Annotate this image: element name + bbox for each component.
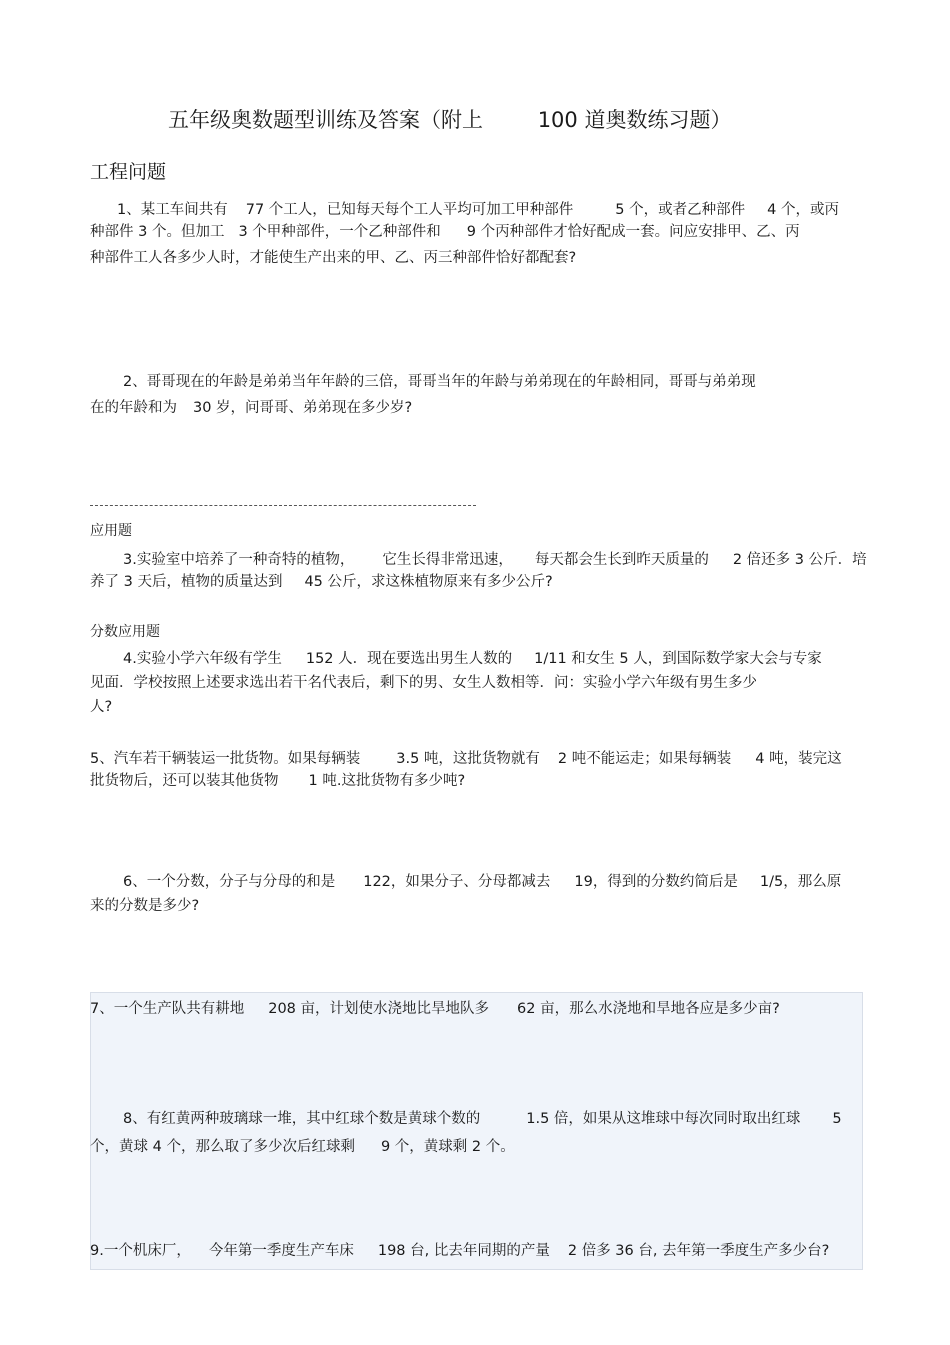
q6-text: 19，得到的分数约简后是: [574, 874, 738, 890]
q3-line-1: [123, 548, 867, 569]
q3-text: 每天都会生长到昨天质量的: [534, 552, 709, 568]
q1-text: 种部件 3 个。但加工: [90, 224, 225, 240]
q7-text: 208 亩，计划使水浇地比旱地队多: [268, 1001, 490, 1017]
q9-text: 9.一个机床厂，: [90, 1243, 191, 1259]
q6-line-1: [123, 870, 841, 891]
q4-text: 4.实验小学六年级有学生: [123, 651, 282, 667]
q7-line-1: [90, 997, 780, 1018]
q9-text: 今年第一季度生产车床: [208, 1243, 354, 1259]
q4-line-1: [123, 647, 822, 668]
title-part-2: 100 道奥数练习题）: [537, 108, 732, 132]
q6-text: 1/5，那么原: [759, 874, 842, 890]
q6-text: 6、一个分数，分子与分母的和是: [123, 874, 336, 890]
q2-line-1: 2、哥哥现在的年龄是弟弟当年年龄的三倍，哥哥当年的年龄与弟弟现在的年龄相同，哥哥与弟弟现: [123, 374, 756, 390]
q8-text: 1.5 倍，如果从这堆球中每次同时取出红球: [526, 1111, 801, 1127]
q5-text: 批货物后，还可以装其他货物: [90, 773, 279, 789]
q9-line-1: [90, 1239, 829, 1260]
q1-text: 77 个工人，已知每天每个工人平均可加工甲种部件: [245, 202, 574, 218]
q8-line-1: [123, 1107, 842, 1128]
q5-text: 3.5 吨，这批货物就有: [396, 751, 540, 767]
q3-text: 45 公斤，求这株植物原来有多少公斤?: [304, 574, 553, 590]
q3-text: 3.实验室中培养了一种奇特的植物，: [123, 552, 355, 568]
q1-text: 3 个甲种部件，一个乙种部件和: [238, 224, 441, 240]
q5-text: 2 吨不能运走；如果每辆装: [557, 751, 732, 767]
highlighted-region: [90, 992, 863, 1270]
q5-text: 4 吨，装完这: [755, 751, 842, 767]
q7-text: 62 亩，那么水浇地和旱地各应是多少亩?: [517, 1001, 780, 1017]
q9-text: 2 倍多 36 台, 去年第一季度生产多少台?: [567, 1243, 830, 1259]
section-heading-fraction: 分数应用题: [90, 624, 160, 640]
q5-line-1: [90, 747, 842, 768]
q8-text: 8、有红黄两种玻璃球一堆，其中红球个数是黄球个数的: [123, 1111, 481, 1127]
q2-text: 在的年龄和为: [90, 400, 177, 416]
q4-line-3: 人?: [90, 699, 113, 715]
q3-text: 它生长得非常迅速，: [382, 552, 513, 568]
q6-text: 122，如果分子、分母都减去: [363, 874, 551, 890]
q4-text: 152 人．现在要选出男生人数的: [305, 651, 513, 667]
q8-text: 5: [832, 1111, 842, 1127]
section-heading-application: 应用题: [90, 523, 132, 539]
q1-line-1: [117, 198, 839, 219]
q5-line-2: [90, 769, 465, 790]
q1-text: 4 个，或丙: [767, 202, 839, 218]
q4-text: 1/11 和女生 5 人，到国际数学家大会与专家: [534, 651, 822, 667]
q8-text: 9 个，黄球剩 2 个。: [380, 1139, 515, 1155]
q4-line-2: 见面．学校按照上述要求选出若干名代表后，剩下的男、女生人数相等．问：实验小学六年级有男生多少: [90, 675, 757, 691]
q2-line-2: [90, 396, 412, 417]
q6-line-2: 来的分数是多少?: [90, 898, 200, 914]
q1-text: 1、某工车间共有: [117, 202, 228, 218]
page-title: [168, 104, 731, 134]
q3-line-2: [90, 570, 553, 591]
q1-text: 5 个，或者乙种部件: [615, 202, 746, 218]
section-divider: [90, 505, 476, 506]
title-part-1: 五年级奥数题型训练及答案（附上: [168, 108, 483, 132]
q3-text: 2 倍还多 3 公斤．培: [732, 552, 867, 568]
q7-text: 7、一个生产队共有耕地: [90, 1001, 245, 1017]
q9-text: 198 台, 比去年同期的产量: [377, 1243, 550, 1259]
q8-text: 个，黄球 4 个，那么取了多少次后红球剩: [90, 1139, 355, 1155]
q8-line-2: [90, 1135, 515, 1156]
q5-text: 1 吨.这批货物有多少吨?: [308, 773, 466, 789]
q1-text: 9 个丙种部件才恰好配成一套。问应安排甲、乙、丙: [466, 224, 800, 240]
q5-text: 5、汽车若干辆装运一批货物。如果每辆装: [90, 751, 361, 767]
q1-line-3: 种部件工人各多少人时，才能使生产出来的甲、乙、丙三种部件恰好都配套?: [90, 250, 577, 266]
section-heading-engineering: 工程问题: [90, 161, 167, 183]
q1-line-2: [90, 220, 800, 241]
q3-text: 养了 3 天后，植物的质量达到: [90, 574, 283, 590]
q2-text: 30 岁，问哥哥、弟弟现在多少岁?: [193, 400, 413, 416]
